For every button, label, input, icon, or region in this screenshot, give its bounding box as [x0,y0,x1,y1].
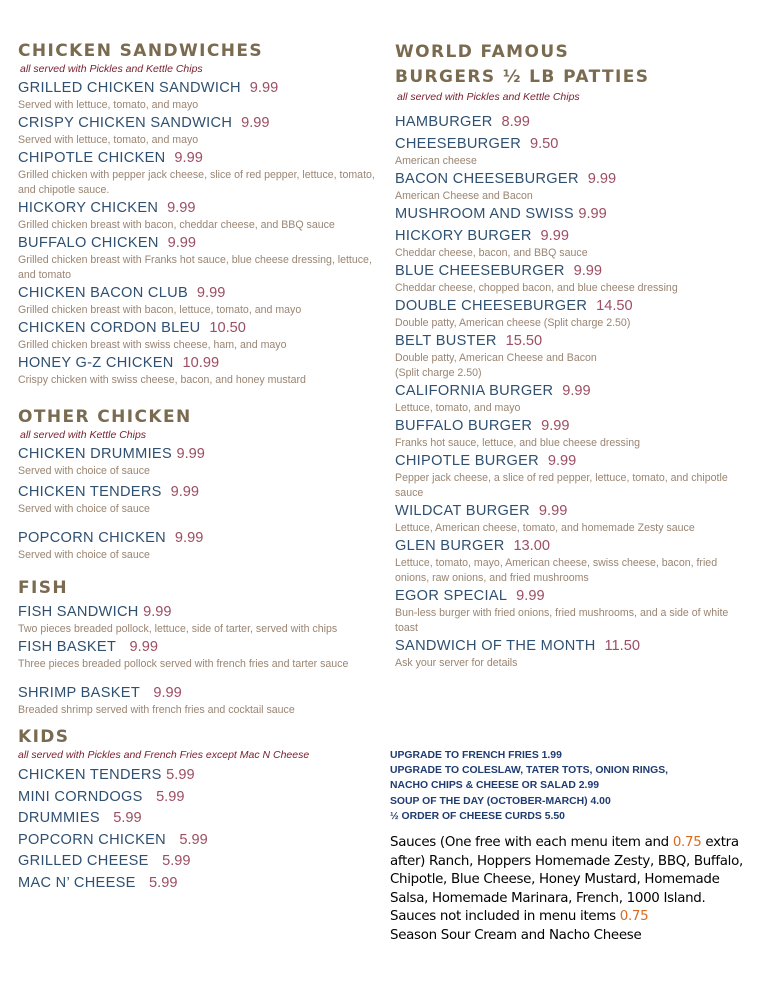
menu-item-list [18,764,378,894]
item-description: Served with choice of sauce [18,503,150,515]
item-name: HICKORY BURGER [395,228,532,244]
item-name: SHRIMP BASKET [18,685,141,701]
item-price: 9.99 [578,206,607,222]
sauces-paragraph [390,834,755,908]
menu-item [395,381,750,416]
item-name: CHIPOTLE BURGER [395,453,539,469]
item-name: CHICKEN TENDERS [18,484,162,500]
menu-item [395,261,750,296]
menu-item [18,482,378,517]
item-name: FISH BASKET [18,639,117,655]
menu-item [18,148,378,198]
item-name: DOUBLE CHEESEBURGER [395,298,588,314]
menu-item [18,78,378,113]
item-description: American cheese [395,155,477,167]
item-price: 9.99 [547,453,577,469]
item-description: Double patty, American Cheese and Bacon (Split charge 2.50) [395,352,597,379]
item-price: 10.50 [209,320,246,336]
item-price: 9.99 [143,604,172,620]
item-name: GRILLED CHEESE [18,853,149,870]
menu-item [395,636,750,671]
menu-item [18,637,378,672]
item-description: Bun-less burger with fried onions, fried mushrooms, and a side of white toast [395,607,729,634]
menu-item [395,536,750,586]
item-price: 9.99 [538,503,568,519]
item-price: 15.50 [505,333,543,349]
sauce-extra-price: 0.75 [672,835,702,850]
item-name: BLUE CHEESEBURGER [395,263,565,279]
item-description: Two pieces breaded pollock, lettuce, side of tarter, served with chips [18,623,338,635]
item-name: POPCORN CHICKEN [18,530,167,546]
season-sauces: Season Sour Cream and Nacho Cheese [390,927,642,943]
item-price: 9.99 [541,418,570,434]
menu-item [18,786,378,808]
menu-item-list [18,444,378,563]
menu-item [395,226,750,261]
menu-item [18,233,378,283]
item-price: 9.99 [241,115,270,131]
item-name: POPCORN CHICKEN [18,831,167,848]
upgrade-line: UPGRADE TO COLESLAW, TATER TOTS, ONION RINGS, [390,765,669,777]
section-note: all served with Pickles and Kettle Chips [20,63,203,75]
menu-item [18,602,378,637]
item-description: Lettuce, tomato, mayo, American cheese, swiss cheese, bacon, fried onions, raw onions, and fried mushrooms [395,557,718,584]
menu-item [18,807,378,829]
menu-item [395,501,750,536]
item-description: Lettuce, American cheese, tomato, and homemade Zesty sauce [395,522,695,534]
menu-item [395,416,750,451]
item-description: Served with choice of sauce [18,549,150,561]
menu-item [395,586,750,636]
item-name: WILDCAT BURGER [395,503,531,519]
item-name: CHICKEN BACON CLUB [18,285,189,301]
sauces-text-1: Sauces (One free with each menu item and [390,835,673,850]
item-price: 9.99 [176,446,205,462]
item-price: 9.99 [196,285,226,301]
item-description: Served with lettuce, tomato, and mayo [18,99,199,111]
menu-item [18,353,378,388]
sauce-not-included-price: 0.75 [619,909,649,925]
section-note: all served with Pickles and French Fries except Mac N Cheese [18,749,310,761]
menu-item [18,283,378,318]
section-fish [18,577,378,718]
item-name: CRISPY CHICKEN SANDWICH [18,115,233,131]
item-price: 9.99 [170,484,200,500]
item-name: HICKORY CHICKEN [18,200,159,216]
item-name: HONEY G-Z CHICKEN [18,355,174,371]
upgrade-line: UPGRADE TO FRENCH FRIES 1.99 [390,750,562,761]
item-price: 10.99 [182,355,220,371]
item-price: 9.99 [167,200,196,216]
item-description: Served with choice of sauce [18,465,150,477]
item-price: 5.99 [156,788,185,805]
item-description: Grilled chicken breast with Franks hot sauce, blue cheese dressing, lettuce, and tomato [18,254,372,281]
item-price: 13.00 [513,538,550,554]
upgrade-line: NACHO CHIPS & CHEESE OR SALAD 2.99 [390,780,600,792]
right-menu-column [395,40,750,671]
item-description: Ask your server for details [395,657,518,669]
item-name: FISH SANDWICH [18,604,139,620]
item-name: BELT BUSTER [395,333,497,349]
left-menu-column [18,40,378,894]
item-name: CHICKEN DRUMMIES [18,446,172,462]
item-description: Crispy chicken with swiss cheese, bacon, and honey mustard [18,374,306,386]
menu-item [395,451,750,501]
menu-item [18,872,378,894]
item-description: Breaded shrimp served with french fries and cocktail sauce [18,704,295,716]
menu-item [395,169,750,204]
item-description: Three pieces breaded pollock served with french fries and tarter sauce [18,658,349,670]
item-name: DRUMMIES [18,810,100,827]
section-note: all served with Pickles and Kettle Chips [397,91,580,103]
section-other-chicken [18,406,378,563]
item-name: CHICKEN TENDERS [18,767,162,783]
item-name: BACON CHEESEBURGER [395,171,579,187]
menu-item [18,198,378,233]
item-price: 11.50 [604,638,640,654]
section-title-line1: WORLD FAMOUS [395,42,570,62]
item-price: 9.99 [573,263,603,279]
item-description: Grilled chicken breast with swiss cheese, ham, and mayo [18,339,287,351]
section-title: KIDS [18,727,70,747]
sauces-text-2: extra after) Ranch, Hoppers Homemade Zesty, BBQ, Buffalo, Chipotle, Blue Cheese, Honey Mustard, Homemade Salsa, Homemade Marinara, French, 1000 Island. [390,835,743,906]
item-name: MAC N’ CHEESE [18,874,136,891]
item-name: CALIFORNIA BURGER [395,383,554,399]
menu-item [18,318,378,353]
item-price: 9.99 [249,80,279,96]
upgrade-line: SOUP OF THE DAY (OCTOBER-MARCH) 4.00 [390,795,611,807]
sauces-not-included [390,908,755,927]
menu-item [395,204,750,224]
item-description: American Cheese and Bacon [395,190,533,202]
section-kids [18,726,378,894]
menu-item [18,850,378,872]
item-name: SANDWICH OF THE MONTH [395,638,596,654]
item-price: 9.99 [153,685,182,701]
section-title: FISH [18,578,69,598]
item-name: GLEN BURGER [395,538,505,554]
section-title-line2: BURGERS ½ LB PATTIES [395,67,650,87]
item-price: 14.50 [596,298,633,314]
menu-item [18,444,378,479]
section-burgers [395,40,750,671]
item-name: MINI CORNDOGS [18,788,143,805]
menu-item [395,112,750,132]
item-price: 8.99 [501,114,530,130]
menu-item [18,764,378,786]
item-name: GRILLED CHICKEN SANDWICH [18,80,241,96]
menu-item-list [395,112,750,671]
item-price: 9.99 [587,171,617,187]
item-name: CHIPOTLE CHICKEN [18,150,166,166]
section-chicken-sandwiches [18,40,378,388]
item-price: 5.99 [113,810,142,827]
section-note: all served with Kettle Chips [20,429,147,441]
item-description: Lettuce, tomato, and mayo [395,402,521,414]
item-description: Cheddar cheese, chopped bacon, and blue cheese dressing [395,282,678,294]
menu-item [395,296,750,331]
item-name: BUFFALO CHICKEN [18,235,159,251]
item-price: 5.99 [149,874,178,891]
item-price: 5.99 [166,767,195,783]
item-price: 5.99 [162,853,191,870]
menu-item [395,331,750,381]
item-description: Grilled chicken with pepper jack cheese, slice of red pepper, lettuce, tomato, and chipotle sauce. [18,169,375,196]
menu-item-list [18,78,378,388]
item-description: Pepper jack cheese, a slice of red pepper, lettuce, tomato, and chipotle sauce [395,472,728,499]
item-name: CHICKEN CORDON BLEU [18,320,201,336]
item-name: HAMBURGER [395,114,493,130]
upgrades-list [390,748,750,824]
item-price: 9.99 [129,639,158,655]
item-description: Grilled chicken breast with bacon, cheddar cheese, and BBQ sauce [18,219,335,231]
item-price: 9.99 [174,150,203,166]
item-price: 9.99 [516,588,545,604]
item-price: 9.99 [540,228,569,244]
item-price: 9.99 [167,235,197,251]
menu-item [395,134,750,169]
item-name: CHEESEBURGER [395,136,522,152]
menu-item [18,829,378,851]
item-description: Served with lettuce, tomato, and mayo [18,134,199,146]
item-price: 5.99 [179,831,208,848]
menu-item-list [18,602,378,718]
sauces-info [390,834,755,946]
item-price: 9.99 [174,530,204,546]
menu-item [18,683,378,718]
item-price: 9.50 [529,136,559,152]
upgrade-line: ½ ORDER OF CHEESE CURDS 5.50 [390,810,565,822]
section-title: CHICKEN SANDWICHES [18,41,264,61]
sauces-not-included-text: Sauces not included in menu items [390,909,620,925]
item-description: Franks hot sauce, lettuce, and blue cheese dressing [395,437,640,449]
item-name: EGOR SPECIAL [395,588,508,604]
item-description: Cheddar cheese, bacon, and BBQ sauce [395,247,588,259]
menu-item [18,528,378,563]
section-title: OTHER CHICKEN [18,407,192,427]
menu-item [18,113,378,148]
item-price: 9.99 [562,383,591,399]
item-description: Double patty, American cheese (Split charge 2.50) [395,317,631,329]
item-name: MUSHROOM AND SWISS [395,206,574,222]
item-name: BUFFALO BURGER [395,418,533,434]
item-description: Grilled chicken breast with bacon, lettuce, tomato, and mayo [18,304,302,316]
